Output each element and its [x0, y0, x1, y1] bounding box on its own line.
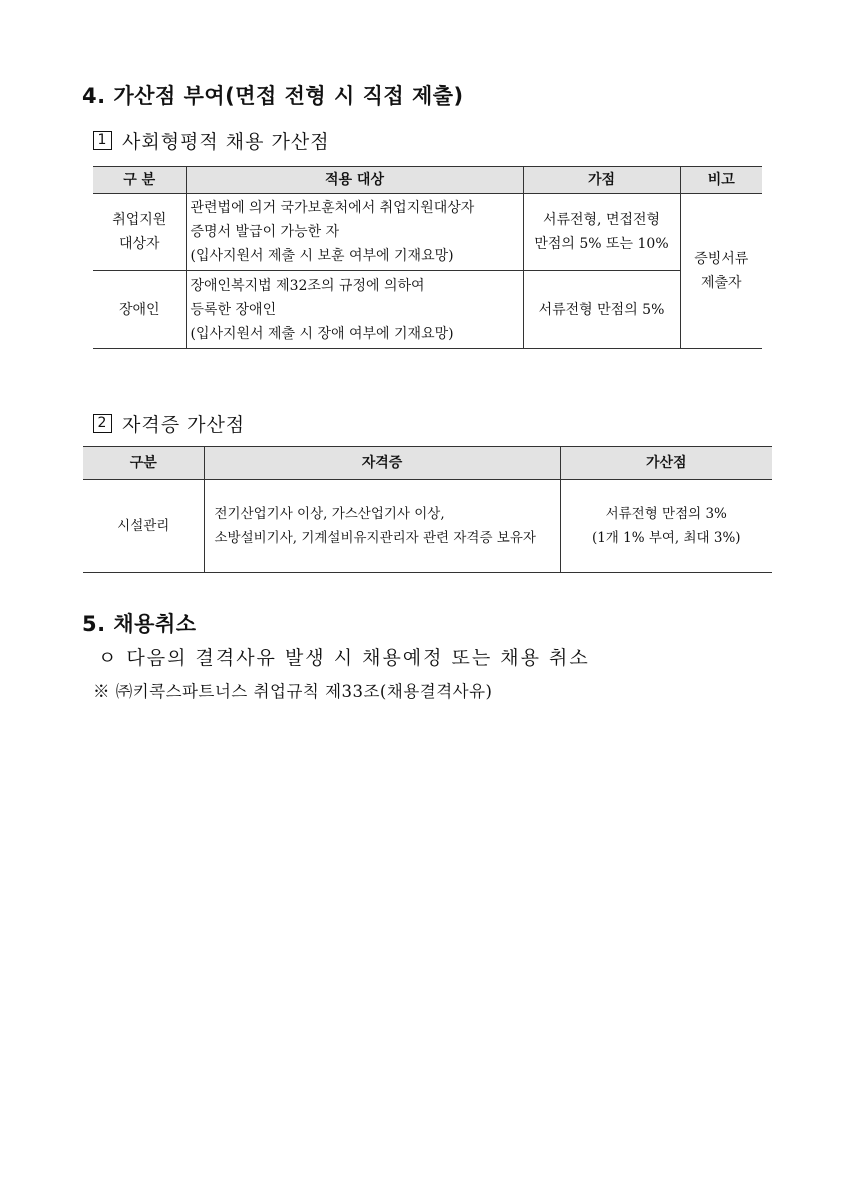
header-points: 가산점 [560, 447, 772, 480]
disqualification-line: ㅇ 다음의 결격사유 발생 시 채용예정 또는 채용 취소 [98, 647, 590, 669]
target-text: 장애인복지법 제32조의 규정에 의하여 [190, 277, 425, 294]
section-5-title: 5. 채용취소 [82, 612, 197, 636]
subsection-2-label: 자격증 가산점 [122, 414, 246, 436]
points-cell [560, 480, 772, 573]
points-text: 서류전형, 면접전형 [542, 212, 661, 228]
target-text: (입사지원서 제출 시 보훈 여부에 기재요망) [190, 248, 454, 264]
license-cell [204, 480, 560, 573]
table-header-row [83, 447, 772, 480]
header-license: 자격증 [204, 447, 560, 480]
points-text: (1개 1% 부여, 최대 3%) [591, 530, 741, 546]
subsection-2-title [93, 410, 245, 437]
section-number-box: 2 [93, 414, 112, 433]
header-target: 적용 대상 [186, 167, 523, 194]
section-number-box: 1 [93, 131, 112, 150]
note-text: 제출자 [700, 275, 742, 291]
points-text: 서류전형 만점의 5% [538, 301, 665, 318]
target-text: 등록한 장애인 [190, 301, 277, 318]
target-text: 관련법에 의거 국가보훈처에서 취업지원대상자 [190, 200, 475, 216]
header-category: 구 분 [93, 167, 186, 194]
header-category: 구분 [83, 447, 204, 480]
points-text: 서류전형 만점의 3% [605, 506, 727, 522]
employment-rules-reference: ※ ㈜키콕스파트너스 취업규칙 제33조(채용결격사유) [93, 682, 493, 701]
category-cell: 시설관리 [117, 518, 170, 534]
header-note: 비고 [680, 167, 762, 194]
table-header-row [93, 167, 762, 194]
category-text: 장애인 [118, 301, 160, 318]
target-cell [186, 194, 523, 271]
target-text: 증명서 발급이 가능한 자 [190, 224, 340, 240]
subsection-1-title [93, 127, 330, 154]
target-cell [186, 271, 523, 349]
target-text: (입사지원서 제출 시 장애 여부에 기재요망) [190, 325, 454, 342]
social-equity-bonus-table [93, 166, 762, 349]
note-text: 증빙서류 [694, 251, 749, 267]
header-points: 가점 [523, 167, 680, 194]
category-cell [93, 271, 186, 349]
points-text: 만점의 5% 또는 10% [534, 236, 669, 252]
license-bonus-table [83, 446, 772, 573]
category-cell [93, 194, 186, 271]
note-cell [680, 194, 762, 349]
section-4-title: 4. 가산점 부여(면접 전형 시 직접 제출) [82, 84, 464, 108]
category-text: 대상자 [118, 236, 160, 252]
points-cell [523, 271, 680, 349]
table-row [83, 480, 772, 573]
license-text: 소방설비기사, 기계설비유지관리자 관련 자격증 보유자 [214, 530, 536, 546]
table-row [93, 194, 762, 271]
subsection-1-label: 사회형평적 채용 가산점 [122, 131, 330, 153]
license-text: 전기산업기사 이상, 가스산업기사 이상, [214, 506, 445, 522]
points-cell [523, 194, 680, 271]
category-text: 취업지원 [112, 212, 167, 228]
table-row [93, 271, 762, 349]
